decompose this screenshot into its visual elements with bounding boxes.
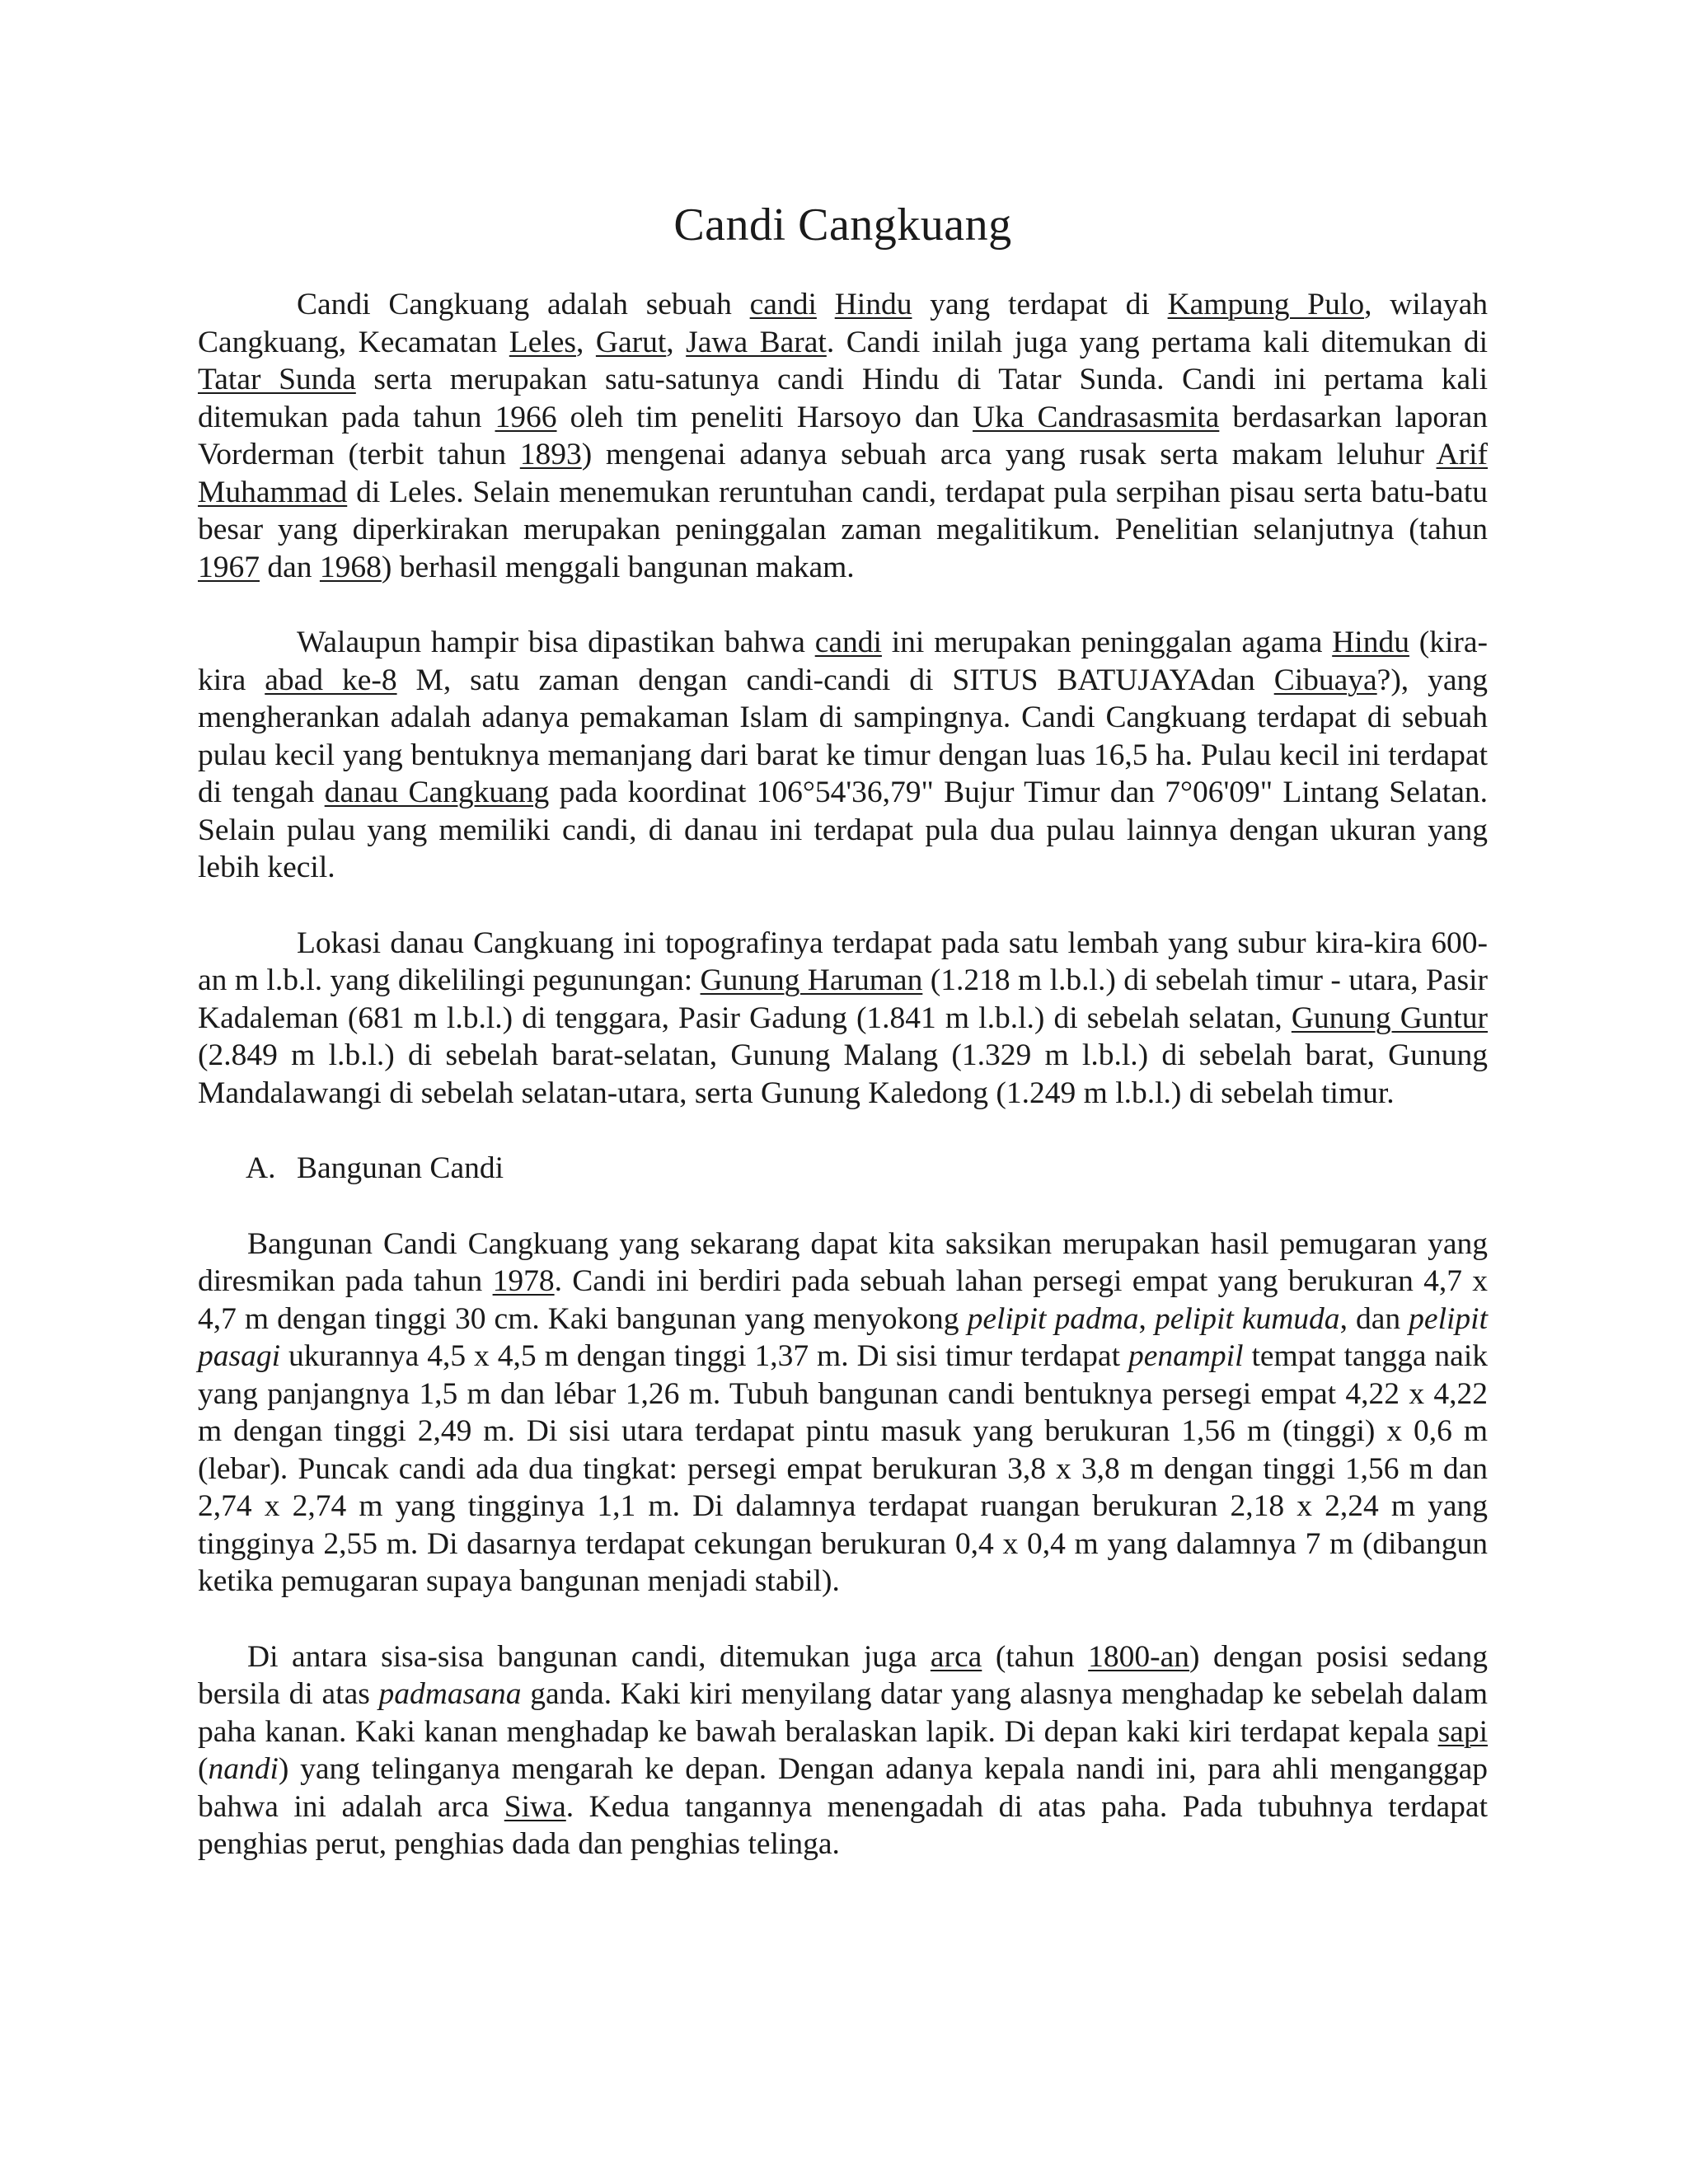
text-run: Bangunan Candi Cangkuang yang sekarang dapat kita saksikan merupakan hasil pemugaran yang diresmikan pada tahun [198, 1226, 1488, 1298]
text-run: ) mengenai adanya sebuah arca yang rusak serta makam leluhur [581, 438, 1437, 471]
text-run: (2.849 m l.b.l.) di sebelah barat-selatan, Gunung Malang (1.329 m l.b.l.) di sebelah barat, Gunung Mandalawangi di sebelah selatan-utara, serta Gunung Kaledong (1.249 m l.b.l.) di sebelah timur. [198, 1038, 1488, 1110]
text-run: Candi Cangkuang adalah sebuah [297, 288, 750, 321]
hyperlink[interactable]: Jawa Barat [686, 325, 827, 359]
hyperlink[interactable]: 1966 [495, 400, 557, 434]
text-run: , dan [1339, 1301, 1409, 1336]
text-run: , [1138, 1301, 1155, 1336]
text-run: berdasarkan laporan Vorderman (terbit tahun [198, 400, 1489, 471]
text-run: . Kedua tangannya menengadah di atas paha. Pada tubuhnya terdapat penghias perut, penghias dada dan penghias telinga. [198, 1789, 1488, 1861]
text-run: di Leles. Selain menemukan reruntuhan candi, terdapat pula serpihan pisau serta batu-batu besar yang diperkirakan merupakan peninggalan zaman megalitikum. Penelitian selanjutnya (tahun [198, 475, 1488, 546]
text-run: . Candi ini berdiri pada sebuah lahan persegi empat yang berukuran 4,7 x 4,7 m dengan tinggi 30 cm. Kaki bangunan yang menyokong [198, 1264, 1488, 1336]
italic-term: padmasana [378, 1677, 522, 1711]
section-heading-a [198, 1150, 1488, 1188]
section-letter: A. [246, 1151, 276, 1185]
text-run: ?), yang mengherankan adalah adanya pemakaman Islam di sampingnya. Candi Cangkuang terdapat di sebuah pulau kecil yang bentuknya memanjang dari barat ke timur dengan luas 16,5 ha. Pulau kecil ini terdapat di tengah [198, 663, 1488, 809]
hyperlink[interactable]: Hindu [1332, 626, 1409, 659]
italic-term: pelipit pasagi [198, 1301, 1488, 1373]
text-run: ukurannya 4,5 x 4,5 m dengan tinggi 1,37 m. Di sisi timur terdapat [280, 1339, 1128, 1373]
text-run: tempat tangga naik yang panjangnya 1,5 m dan lébar 1,26 m. Tubuh bangunan candi bentuknya persegi empat 4,22 x 4,22 m dengan tinggi 2,49 m. Di sisi utara terdapat pintu masuk yang berukuran 1,56 m (tinggi) x 0,6 m (lebar). Puncak candi ada dua tingkat: persegi empat berukuran 3,8 x 3,8 m dengan tinggi 1,56 m dan 2,74 x 2,74 m yang tingginya 1,1 m. Di dalamnya terdapat ruangan berukuran 2,18 x 2,24 m yang tingginya 2,55 m. Di dasarnya terdapat cekungan berukuran 0,4 x 0,4 m yang dalamnya 7 m (dibangun ketika pemugaran supaya bangunan menjadi stabil). [198, 1339, 1488, 1598]
document-page [198, 185, 1488, 1901]
paragraph-building [198, 1226, 1488, 1601]
hyperlink[interactable]: Siwa [504, 1789, 566, 1824]
hyperlink[interactable]: Kampung Pulo [1167, 288, 1365, 321]
paragraph-location [198, 925, 1488, 1113]
text-run: ) berhasil menggali bangunan makam. [381, 550, 855, 584]
italic-term: nandi [208, 1752, 279, 1786]
hyperlink[interactable]: 1967 [198, 550, 260, 584]
paragraph-origin [198, 624, 1488, 887]
page-title: Candi Cangkuang [673, 199, 1012, 251]
hyperlink[interactable]: Garut [595, 325, 667, 359]
text-run: oleh tim peneliti Harsoyo dan [556, 400, 973, 434]
text-run: Lokasi danau Cangkuang ini topografinya terdapat pada satu lembah yang subur kira-kira 600-an m l.b.l. yang dikelilingi pegunungan: [198, 926, 1488, 997]
hyperlink[interactable]: candi [814, 626, 882, 659]
text-run: ( [198, 1752, 209, 1786]
hyperlink[interactable]: Hindu [834, 288, 912, 321]
hyperlink[interactable]: danau Cangkuang [324, 776, 550, 809]
hyperlink[interactable]: abad ke-8 [265, 663, 397, 697]
text-run: , [576, 325, 596, 359]
hyperlink[interactable]: arca [930, 1639, 982, 1674]
hyperlink[interactable]: candi [749, 288, 817, 321]
hyperlink[interactable]: Arif Muhammad [198, 438, 1488, 509]
hyperlink[interactable]: Leles [509, 325, 577, 359]
text-run: . Candi inilah juga yang pertama kali ditemukan di [826, 325, 1489, 359]
hyperlink[interactable]: Gunung Haruman [700, 963, 923, 997]
italic-term: pelipit kumuda [1154, 1301, 1340, 1336]
text-run: (tahun [982, 1639, 1089, 1674]
hyperlink[interactable]: Tatar Sunda [198, 363, 356, 396]
italic-term: penampil [1128, 1339, 1244, 1373]
hyperlink[interactable]: Uka Candrasasmita [973, 400, 1220, 434]
text-run: pada koordinat 106°54'36,79" Bujur Timur dan 7°06'09" Lintang Selatan. Selain pulau yang memiliki candi, di danau ini terdapat pula dua pulau lainnya dengan ukuran yang lebih kecil. [198, 776, 1488, 884]
text-run: ) yang telinganya mengarah ke depan. Dengan adanya kepala nandi ini, para ahli menganggap bahwa ini adalah arca [198, 1752, 1488, 1824]
hyperlink[interactable]: 1800-an [1088, 1639, 1190, 1674]
hyperlink[interactable]: 1978 [492, 1264, 555, 1298]
hyperlink[interactable]: 1893 [519, 438, 582, 471]
italic-term: pelipit padma [967, 1301, 1139, 1336]
text-run: ini merupakan peninggalan agama [881, 626, 1333, 659]
text-run: , [666, 325, 687, 359]
text-run: serta merupakan satu-satunya candi Hindu di Tatar Sunda. Candi ini pertama kali ditemukan pada tahun [198, 363, 1488, 434]
text-run: M, satu zaman dengan candi-candi di SITUS BATUJAYAdan [396, 663, 1274, 697]
section-title: Bangunan Candi [297, 1151, 504, 1185]
hyperlink[interactable]: Cibuaya [1273, 663, 1377, 697]
text-run: ) dengan posisi sedang bersila di atas [198, 1639, 1488, 1711]
hyperlink[interactable]: 1968 [319, 550, 382, 584]
text-run: Di antara sisa-sisa bangunan candi, ditemukan juga [247, 1639, 931, 1674]
text-run: (1.218 m l.b.l.) di sebelah timur - utara, Pasir Kadaleman (681 m l.b.l.) di tenggara, Pasir Gadung (1.841 m l.b.l.) di sebelah selatan, [198, 963, 1488, 1035]
text-run: dan [260, 550, 320, 584]
paragraph-statue [198, 1638, 1488, 1863]
text-run: , wilayah Cangkuang, Kecamatan [198, 288, 1488, 359]
hyperlink[interactable]: Gunung Guntur [1291, 1001, 1489, 1035]
hyperlink[interactable]: sapi [1437, 1714, 1488, 1749]
text-run [817, 288, 835, 321]
text-run: ganda. Kaki kiri menyilang datar yang alasnya menghadap ke sebelah dalam paha kanan. Kaki kanan menghadap ke bawah beralaskan lapik. Di depan kaki kiri terdapat kepala [198, 1677, 1488, 1749]
text-run: (kira-kira [198, 626, 1489, 697]
paragraph-intro [198, 286, 1488, 586]
text-run: Walaupun hampir bisa dipastikan bahwa [297, 626, 815, 659]
text-run: yang terdapat di [912, 288, 1168, 321]
